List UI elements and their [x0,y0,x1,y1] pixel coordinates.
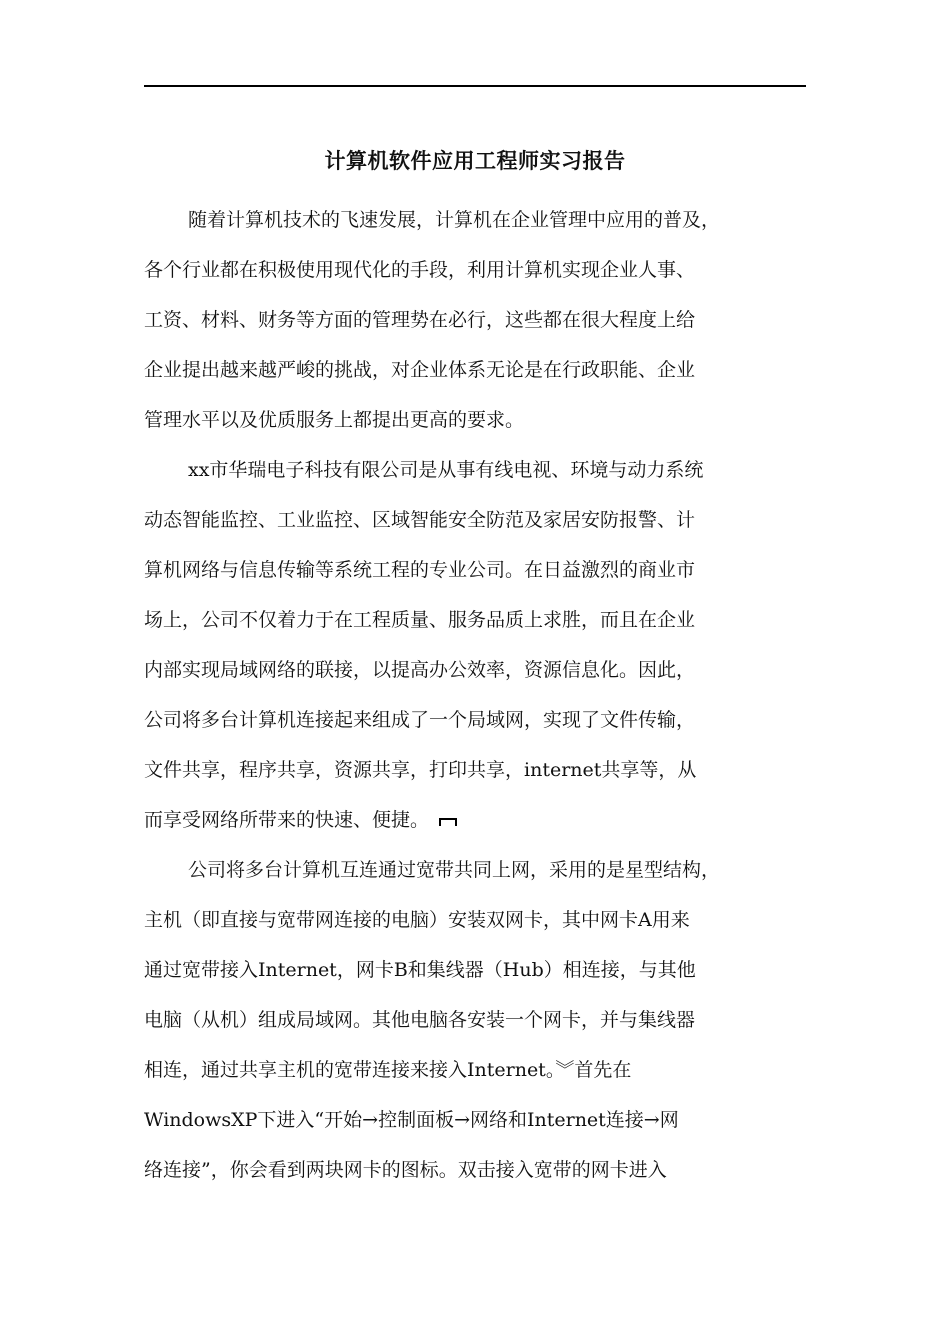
paragraph-line: 络连接”，你会看到两块网卡的图标。双击接入宽带的网卡进入 [144,1159,667,1181]
paragraph-line-text: 而享受网络所带来的快速、便捷。 [144,809,430,831]
paragraph-line: 文件共享，程序共享，资源共享，打印共享，internet共享等，从 [144,759,697,781]
paragraph-line: 场上，公司不仅着力于在工程质量、服务品质上求胜，而且在企业 [144,609,696,631]
paragraph-line: 随着计算机技术的飞速发展，计算机在企业管理中应用的普及， [188,209,721,231]
paragraph-line: WindowsXP下进入“开始→控制面板→网络和Internet连接→网 [144,1109,679,1131]
paragraph-line: 内部实现局域网络的联接，以提高办公效率，资源信息化。因此， [144,659,696,681]
paragraph-line: 管理水平以及优质服务上都提出更高的要求。 [144,409,525,431]
paragraph-line: xx市华瑞电子科技有限公司是从事有线电视、环境与动力系统 [188,459,704,481]
paragraph-line: 算机网络与信息传输等系统工程的专业公司。在日益激烈的商业市 [144,559,696,581]
paragraph-line: 企业提出越来越严峻的挑战，对企业体系无论是在行政职能、企业 [144,359,696,381]
paragraph-line: 工资、材料、财务等方面的管理势在必行，这些都在很大程度上给 [144,309,696,331]
paragraph-line: 主机（即直接与宽带网连接的电脑）安装双网卡，其中网卡A用来 [144,909,690,931]
paragraph-line: 公司将多台计算机连接起来组成了一个局域网，实现了文件传输， [144,709,696,731]
paragraph-line: 电脑（从机）组成局域网。其他电脑各安装一个网卡，并与集线器 [144,1009,696,1031]
paragraph-mark-icon [439,818,457,830]
header-rule [144,85,806,87]
document-body [144,195,806,1195]
paragraph-line: 相连，通过共享主机的宽带连接来接入Internet。︾首先在 [144,1059,632,1081]
paragraph-1 [144,195,806,445]
paragraph-line: 各个行业都在积极使用现代化的手段，利用计算机实现企业人事、 [144,259,696,281]
document-title: 计算机软件应用工程师实习报告 [324,149,626,173]
paragraph-line: 动态智能监控、工业监控、区域智能安全防范及家居安防报警、计 [144,509,696,531]
paragraph-line: 公司将多台计算机互连通过宽带共同上网，采用的是星型结构， [188,859,721,881]
paragraph-last-line [144,795,806,845]
paragraph-line: 通过宽带接入Internet，网卡B和集线器（Hub）相连接，与其他 [144,959,696,981]
paragraph-3 [144,845,806,1195]
paragraph-2 [144,445,806,845]
